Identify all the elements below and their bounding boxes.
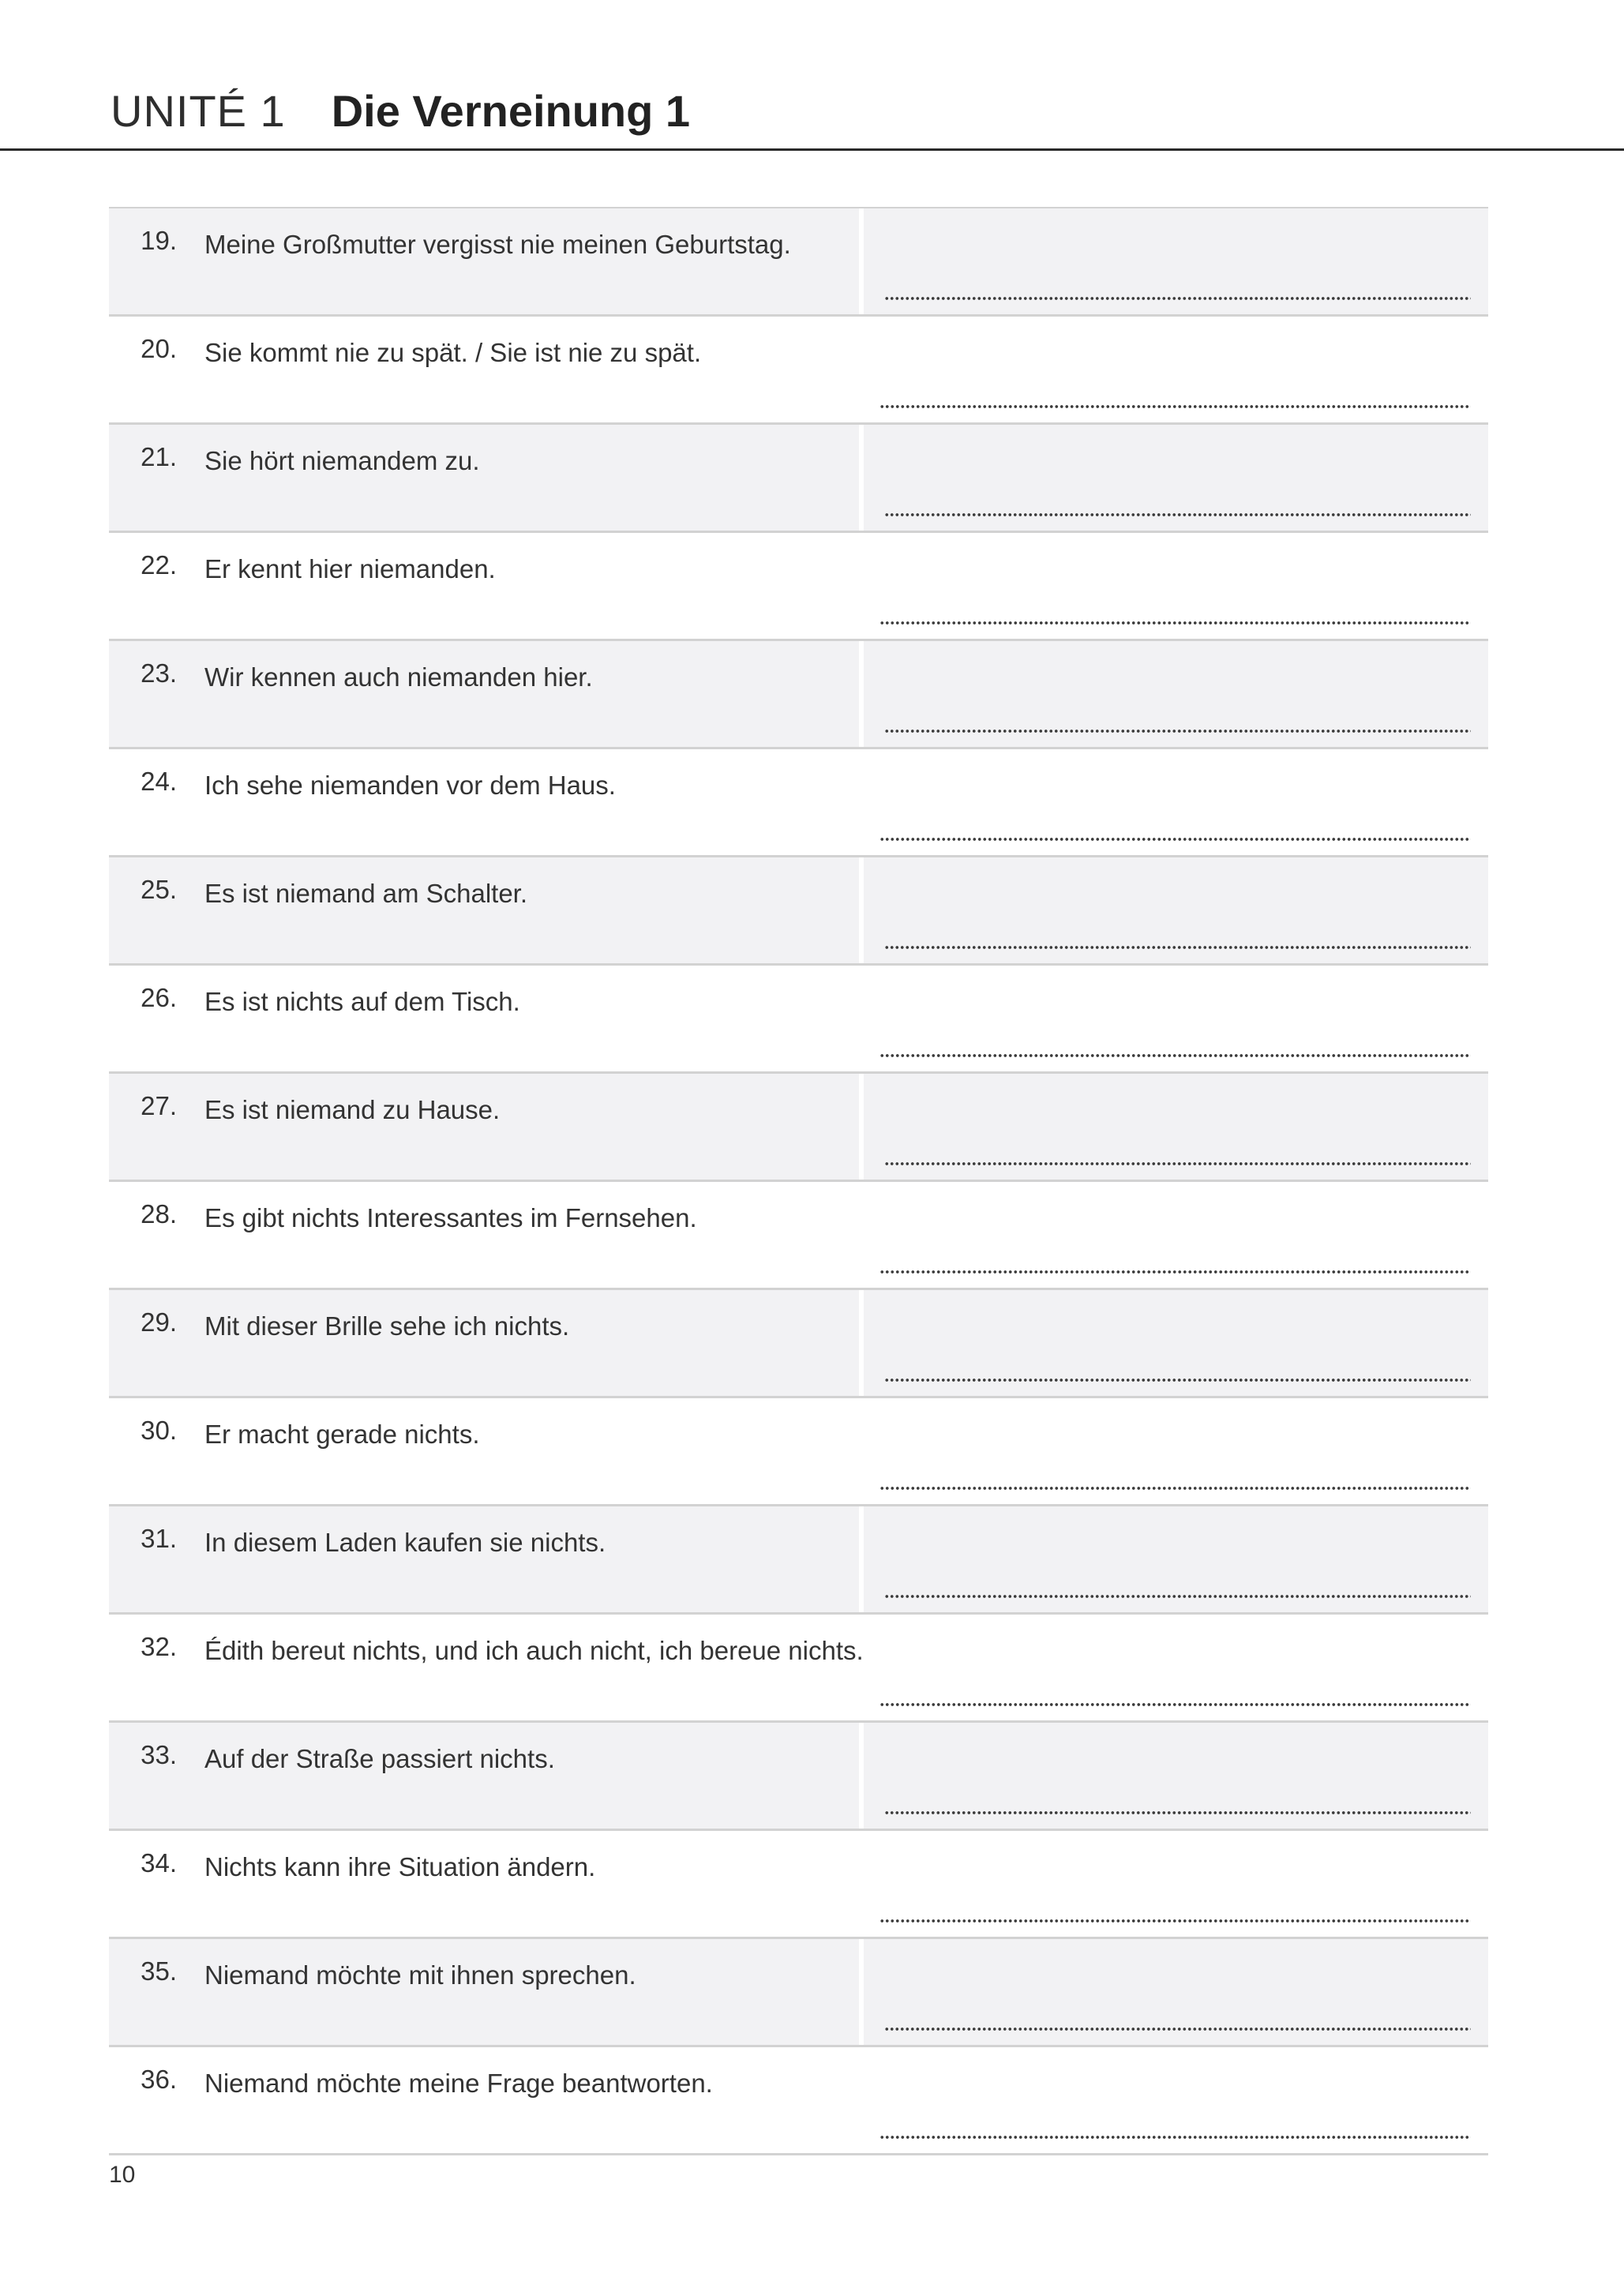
exercise-sentence: Niemand möchte mit ihnen sprechen. <box>204 1960 636 1990</box>
exercise-sentence: Sie hört niemandem zu. <box>204 446 480 475</box>
exercise-row <box>109 1615 1488 1723</box>
page-title: Die Verneinung 1 <box>331 86 691 136</box>
dotted-answer-line <box>884 1595 1471 1598</box>
dotted-answer-line <box>880 405 1471 408</box>
exercise-number: 30. <box>141 1416 177 1445</box>
dotted-answer-line <box>884 1811 1471 1814</box>
exercise-sentence: Ich sehe niemanden vor dem Haus. <box>204 771 616 800</box>
exercise-row <box>109 1182 1488 1290</box>
exercise-number: 36. <box>141 2065 177 2094</box>
exercise-sentence: Es ist niemand zu Hause. <box>204 1095 501 1124</box>
exercise-number: 24. <box>141 767 177 796</box>
exercise-sentence: Wir kennen auch niemanden hier. <box>204 662 593 692</box>
exercise-row <box>109 1723 1488 1831</box>
answer-cell[interactable] <box>859 533 1488 639</box>
exercise-row <box>109 641 1488 749</box>
exercise-sentence: Er macht gerade nichts. <box>204 1420 480 1449</box>
exercise-sentence: In diesem Laden kaufen sie nichts. <box>204 1528 606 1557</box>
exercise-number: 28. <box>141 1199 177 1229</box>
dotted-answer-line <box>880 1054 1471 1057</box>
exercise-number: 23. <box>141 658 177 688</box>
exercise-sentence: Sie kommt nie zu spät. / Sie ist nie zu spät. <box>204 338 702 367</box>
dotted-answer-line <box>880 1270 1471 1274</box>
exercise-sentence: Es ist nichts auf dem Tisch. <box>204 987 520 1016</box>
header-divider <box>0 148 1624 151</box>
exercise-row <box>109 533 1488 641</box>
answer-cell[interactable] <box>859 1831 1488 1937</box>
dotted-answer-line <box>884 2028 1471 2031</box>
exercise-row <box>109 1939 1488 2047</box>
exercise-row <box>109 857 1488 966</box>
answer-cell[interactable] <box>859 857 1488 963</box>
exercise-number: 26. <box>141 983 177 1012</box>
answer-cell[interactable] <box>859 966 1488 1071</box>
dotted-answer-line <box>884 730 1471 733</box>
answer-cell[interactable] <box>859 208 1488 314</box>
exercise-sentence: Édith bereut nichts, und ich auch nicht, ich bereue nichts. <box>204 1636 864 1665</box>
exercise-number: 25. <box>141 875 177 904</box>
exercise-sentence: Niemand möchte meine Frage beantworten. <box>204 2069 713 2098</box>
answer-cell[interactable] <box>859 1398 1488 1504</box>
exercise-number: 31. <box>141 1524 177 1553</box>
dotted-answer-line <box>884 1379 1471 1382</box>
dotted-answer-line <box>884 946 1471 949</box>
dotted-answer-line <box>880 1919 1471 1923</box>
dotted-answer-line <box>880 2136 1471 2139</box>
exercise-row <box>109 425 1488 533</box>
unit-label: UNITÉ 1 <box>111 86 286 136</box>
exercise-number: 19. <box>141 226 177 255</box>
exercise-row <box>109 1831 1488 1939</box>
dotted-answer-line <box>880 1703 1471 1706</box>
answer-cell[interactable] <box>859 1615 1488 1720</box>
exercise-number: 32. <box>141 1632 177 1661</box>
answer-cell[interactable] <box>859 425 1488 531</box>
exercise-sentence: Mit dieser Brille sehe ich nichts. <box>204 1311 570 1341</box>
exercise-sentence: Auf der Straße passiert nichts. <box>204 1744 555 1773</box>
exercise-number: 34. <box>141 1848 177 1877</box>
dotted-answer-line <box>884 1162 1471 1165</box>
exercise-row <box>109 1506 1488 1615</box>
dotted-answer-line <box>880 838 1471 841</box>
exercise-row <box>109 2047 1488 2155</box>
exercise-sentence: Meine Großmutter vergisst nie meinen Geburtstag. <box>204 230 791 259</box>
answer-cell[interactable] <box>859 2047 1488 2153</box>
exercise-row <box>109 317 1488 425</box>
dotted-answer-line <box>884 297 1471 300</box>
exercise-row <box>109 1290 1488 1398</box>
dotted-answer-line <box>880 1487 1471 1490</box>
exercise-row <box>109 1398 1488 1506</box>
answer-cell[interactable] <box>859 641 1488 747</box>
exercise-table <box>109 207 1488 2155</box>
answer-cell[interactable] <box>859 1506 1488 1612</box>
exercise-number: 27. <box>141 1091 177 1120</box>
page-header <box>111 85 690 148</box>
exercise-row <box>109 749 1488 857</box>
answer-cell[interactable] <box>859 1182 1488 1288</box>
answer-cell[interactable] <box>859 1939 1488 2045</box>
exercise-sentence: Er kennt hier niemanden. <box>204 554 496 583</box>
exercise-row <box>109 208 1488 317</box>
exercise-number: 21. <box>141 442 177 471</box>
dotted-answer-line <box>880 621 1471 625</box>
exercise-sentence: Nichts kann ihre Situation ändern. <box>204 1852 596 1881</box>
answer-cell[interactable] <box>859 749 1488 855</box>
exercise-number: 33. <box>141 1740 177 1769</box>
exercise-number: 35. <box>141 1956 177 1986</box>
exercise-row <box>109 1074 1488 1182</box>
exercise-row <box>109 966 1488 1074</box>
answer-cell[interactable] <box>859 1290 1488 1396</box>
exercise-number: 29. <box>141 1307 177 1337</box>
answer-cell[interactable] <box>859 1074 1488 1180</box>
exercise-number: 22. <box>141 550 177 580</box>
page-number: 10 <box>109 2162 136 2188</box>
exercise-sentence: Es gibt nichts Interessantes im Fernsehen. <box>204 1203 697 1232</box>
answer-cell[interactable] <box>859 317 1488 422</box>
exercise-number: 20. <box>141 334 177 363</box>
dotted-answer-line <box>884 513 1471 516</box>
answer-cell[interactable] <box>859 1723 1488 1829</box>
exercise-sentence: Es ist niemand am Schalter. <box>204 879 528 908</box>
